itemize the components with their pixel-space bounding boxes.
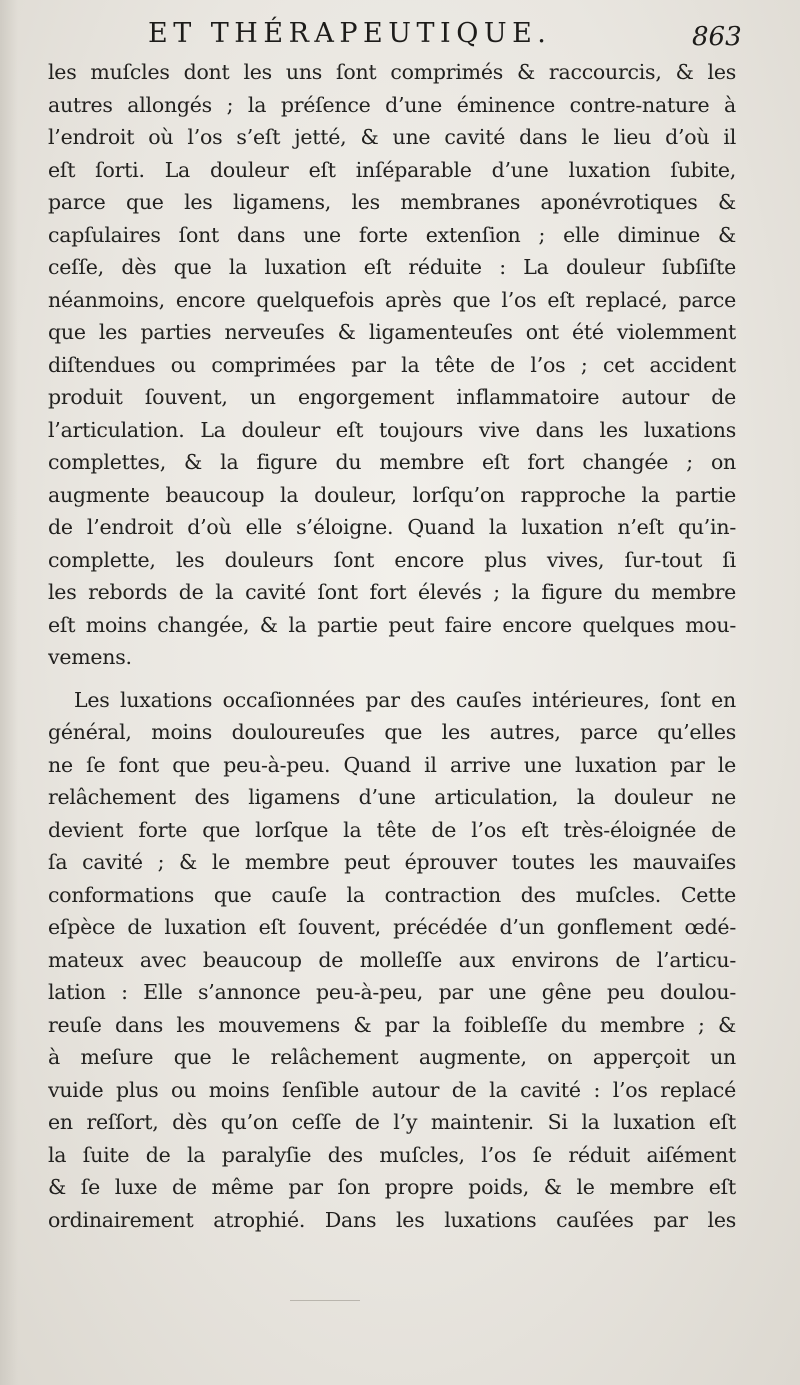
text-line: relâchement des ligamens d’une articulation, la douleur ne bbox=[48, 785, 736, 809]
paragraph-gap bbox=[48, 674, 736, 684]
text-line: que les parties nerveuſes & ligamenteuſes ont été violemment bbox=[48, 320, 736, 344]
running-title: ET THÉRAPEUTIQUE. bbox=[148, 18, 552, 49]
text-line: complettes, & la figure du membre eſt fort changée ; on bbox=[48, 450, 736, 474]
text-line: diſtendues ou comprimées par la tête de l’os ; cet accident bbox=[48, 352, 736, 377]
text-line: devient forte que lorſque la tête de l’os eſt très-éloignée de bbox=[48, 817, 736, 842]
text-line: eſpèce de luxation eſt ſouvent, précédée d’un gonflement œdé- bbox=[48, 915, 736, 939]
text-line: mateux avec beaucoup de molleſſe aux environs de l’articu- bbox=[48, 947, 736, 972]
page-number: 863 bbox=[692, 22, 742, 52]
text-line: eſt ſorti. La douleur eſt inſéparable d’une luxation ſubite, bbox=[48, 157, 736, 182]
text-line: complette, les douleurs ſont encore plus vives, ſur-tout ſi bbox=[48, 547, 736, 572]
text-line: eſt moins changée, & la partie peut faire encore quelques mou- bbox=[48, 612, 736, 637]
body-text bbox=[48, 56, 736, 1236]
text-line: ordinairement atrophié. Dans les luxations cauſées par les bbox=[48, 1207, 736, 1232]
text-line: vuide plus ou moins ſenſible autour de la cavité : l’os replacé bbox=[48, 1077, 736, 1102]
text-line: de l’endroit d’où elle s’éloigne. Quand la luxation n’eſt qu’in- bbox=[48, 515, 736, 539]
bleed-through-mark bbox=[290, 1300, 360, 1301]
text-line: la ſuite de la paralyſie des muſcles, l’os ſe réduit aiſément bbox=[48, 1142, 736, 1167]
text-line: produit ſouvent, un engorgement inflammatoire autour de bbox=[48, 385, 736, 409]
text-line: & ſe luxe de même par ſon propre poids, & le membre eſt bbox=[48, 1175, 736, 1199]
text-line: l’endroit où l’os s’eſt jetté, & une cavité dans le lieu d’où il bbox=[48, 125, 736, 149]
text-line: reuſe dans les mouvemens & par la foibleſſe du membre ; & bbox=[48, 1012, 736, 1037]
text-line: les muſcles dont les uns ſont comprimés & raccourcis, & les bbox=[48, 60, 736, 84]
text-line: général, moins douloureuſes que les autres, parce qu’elles bbox=[48, 720, 736, 744]
page-gutter-shadow bbox=[0, 0, 18, 1385]
text-line: néanmoins, encore quelquefois après que l’os eſt replacé, parce bbox=[48, 287, 736, 312]
text-line: l’articulation. La douleur eſt toujours vive dans les luxations bbox=[48, 417, 736, 442]
text-line: parce que les ligamens, les membranes aponévrotiques & bbox=[48, 190, 736, 214]
text-line: ſa cavité ; & le membre peut éprouver toutes les mauvaiſes bbox=[48, 850, 736, 874]
text-line: conformations que cauſe la contraction des muſcles. Cette bbox=[48, 882, 736, 907]
text-line: capſulaires ſont dans une forte extenſion ; elle diminue & bbox=[48, 222, 736, 247]
page-header bbox=[0, 16, 800, 56]
text-line: autres allongés ; la préſence d’une éminence contre-nature à bbox=[48, 92, 736, 117]
text-line: en reſſort, dès qu’on ceſſe de l’y maintenir. Si la luxation eſt bbox=[48, 1110, 736, 1134]
text-line: les rebords de la cavité ſont fort élevés ; la figure du membre bbox=[48, 580, 736, 604]
text-line: Les luxations occaſionnées par des cauſes intérieures, ſont en bbox=[74, 687, 736, 712]
text-line: lation : Elle s’annonce peu-à-peu, par une gêne peu doulou- bbox=[48, 980, 736, 1004]
text-line: vemens. bbox=[48, 645, 132, 669]
text-line: augmente beaucoup la douleur, lorſqu’on rapproche la partie bbox=[48, 482, 736, 507]
text-line: ceſſe, dès que la luxation eſt réduite : La douleur ſubſiſte bbox=[48, 255, 736, 279]
text-line: ne ſe font que peu-à-peu. Quand il arrive une luxation par le bbox=[48, 752, 736, 777]
text-line: à meſure que le relâchement augmente, on apperçoit un bbox=[48, 1045, 736, 1069]
